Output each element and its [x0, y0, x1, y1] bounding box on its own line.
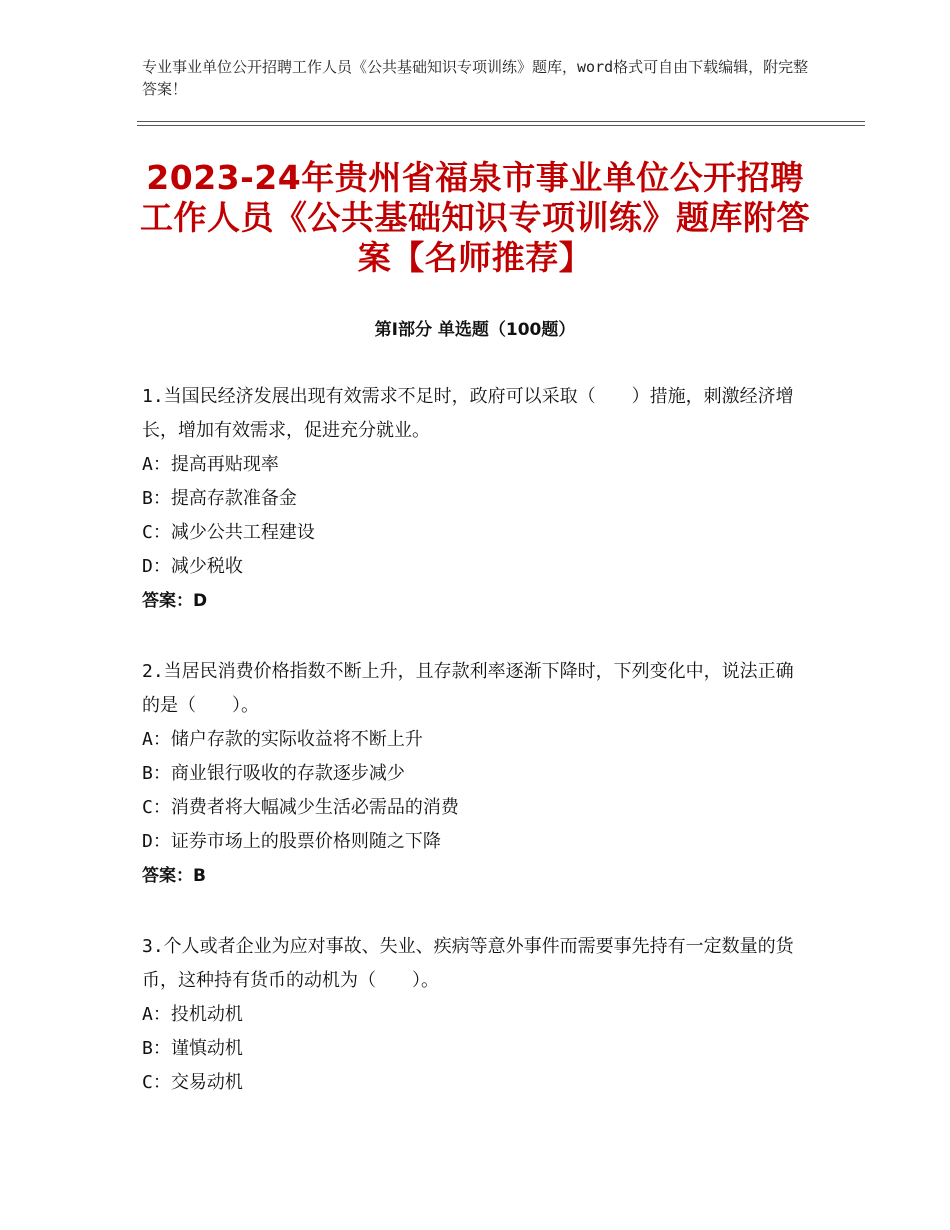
option-b: B：谨慎动机	[142, 1038, 243, 1059]
header-note: 专业事业单位公开招聘工作人员《公共基础知识专项训练》题库，word格式可自由下载编辑，附完整答案！	[142, 58, 809, 98]
option-b: B：商业银行吸收的存款逐步减少	[142, 763, 405, 784]
answer-line: 答案：B	[142, 866, 206, 886]
header-divider	[137, 121, 865, 122]
option-a: A：投机动机	[142, 1004, 243, 1025]
document-title: 2023-24年贵州省福泉市事业单位公开招聘工作人员《公共基础知识专项训练》题库附答案【名师推荐】	[140, 158, 810, 277]
question-text: 3.个人或者企业为应对事故、失业、疾病等意外事件而需要事先持有一定数量的货币，这种持有货币的动机为（ ）。	[142, 936, 794, 991]
answer-line: 答案：D	[142, 591, 208, 611]
option-d: D：减少税收	[142, 556, 243, 577]
question-1	[142, 380, 802, 618]
option-a: A：提高再贴现率	[142, 454, 279, 475]
option-c: C：交易动机	[142, 1072, 243, 1093]
question-text: 2.当居民消费价格指数不断上升，且存款利率逐渐下降时，下列变化中，说法正确的是（ ）。	[142, 661, 794, 716]
option-c: C：消费者将大幅减少生活必需品的消费	[142, 797, 459, 818]
section-title: 第I部分 单选题（100题）	[374, 320, 576, 340]
question-3	[142, 930, 802, 1100]
question-text: 1.当国民经济发展出现有效需求不足时，政府可以采取（ ）措施，刺激经济增长，增加有效需求，促进充分就业。	[142, 386, 794, 441]
option-a: A：储户存款的实际收益将不断上升	[142, 729, 423, 750]
question-list	[142, 380, 802, 1137]
option-c: C：减少公共工程建设	[142, 522, 315, 543]
header-divider-second	[137, 125, 865, 126]
option-b: B：提高存款准备金	[142, 488, 297, 509]
question-2	[142, 655, 802, 893]
option-d: D：证券市场上的股票价格则随之下降	[142, 831, 441, 852]
